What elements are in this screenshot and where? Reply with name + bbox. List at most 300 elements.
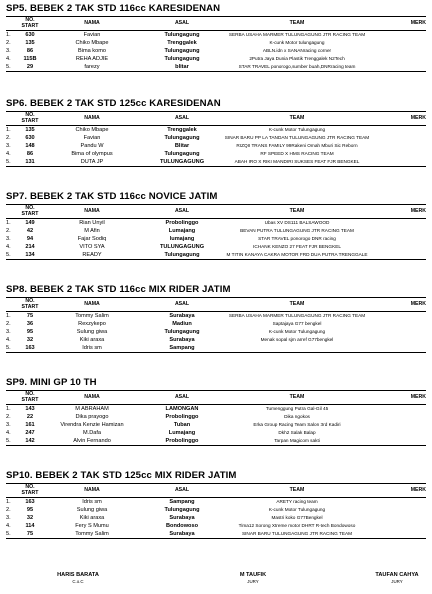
rider-name-cell: Chiko Mbape: [75, 40, 109, 46]
result-row: [6, 158, 426, 167]
start-number-cell: 135: [25, 40, 35, 46]
header-merk: MERK: [372, 391, 426, 405]
origin-cell: Tulungagung: [164, 32, 200, 38]
result-row: [6, 498, 426, 507]
team-cell: [222, 506, 372, 514]
origin-cell: Tuban: [173, 422, 191, 428]
team-cell: [222, 421, 372, 429]
position-cell: 3.: [6, 422, 11, 428]
team-cell: [222, 522, 372, 530]
signature-jury-2: [364, 572, 430, 584]
results-table: [6, 111, 426, 167]
start-number-cell: 29: [18, 63, 42, 72]
header-no-start: NO. START: [18, 205, 42, 219]
team-cell: [222, 437, 372, 446]
merk-cell: [372, 39, 426, 47]
team-cell: [222, 227, 372, 235]
team-cell: [222, 336, 372, 344]
origin-cell: Surabaya: [169, 313, 195, 319]
rider-name-cell: Sulung giwa: [76, 507, 108, 513]
position-cell: 1.: [6, 127, 11, 133]
header-merk: MERK: [372, 205, 426, 219]
team-text: K-cunk Motor Tulungagung: [268, 127, 326, 132]
origin-cell: Bondowoso: [165, 523, 198, 529]
result-row: [6, 522, 426, 530]
header-team: TEAM: [222, 17, 372, 31]
header-row: [6, 112, 426, 126]
origin-cell: Surabaya: [142, 530, 222, 539]
header-team: TEAM: [222, 298, 372, 312]
merk-cell: [372, 251, 426, 260]
team-text: ABAH IRO X RIKI MANDIRI SUKSES FEAT FJR BENGKEL: [234, 159, 360, 164]
merk-cell: [372, 522, 426, 530]
rider-name-cell: Pandu W: [80, 143, 104, 149]
start-number-cell: 32: [26, 515, 34, 521]
start-number-cell: 32: [26, 337, 34, 343]
rider-name-cell: Idris sm: [42, 344, 142, 353]
rider-name-cell: M ABRAHAM: [75, 406, 109, 412]
start-number-cell: 42: [26, 228, 34, 234]
signature-name: TAUFAN CAHYA: [375, 572, 419, 578]
rider-name-cell: Rexzykepo: [78, 321, 106, 327]
position-cell: 1.: [6, 32, 11, 38]
position-cell: 5.: [6, 63, 18, 72]
team-cell: [222, 320, 372, 328]
team-cell: [222, 328, 372, 336]
result-row: [6, 63, 426, 72]
rider-name-cell: DUTA JP: [42, 158, 142, 167]
result-row: [6, 31, 426, 40]
rider-name-cell: Kiki araxa: [79, 337, 105, 343]
team-text: SERBA USAHA MARMER TULUNGAGUNG JTR RACING TEAM: [228, 313, 366, 318]
team-text: Tarpan Magicom sakti: [274, 438, 320, 443]
merk-cell: [372, 514, 426, 522]
team-cell: [222, 47, 372, 55]
position-cell: 3.: [6, 48, 11, 54]
results-table: [6, 483, 426, 539]
start-number-cell: 94: [26, 236, 34, 242]
result-row: [6, 344, 426, 353]
merk-cell: [372, 429, 426, 437]
origin-cell: Probolinggo: [165, 220, 199, 226]
header-nama: NAMA: [42, 484, 142, 498]
merk-cell: [372, 158, 426, 167]
team-cell: [222, 405, 372, 414]
header-merk: MERK: [372, 112, 426, 126]
team-text: SINAR BARU PP LA TANDAN TULUNGAGUNG JTR RACING TEAM: [224, 135, 370, 140]
signature-role: JURY: [247, 579, 259, 584]
origin-cell: Surabaya: [169, 515, 195, 521]
position-cell: 4.: [6, 151, 11, 157]
result-row: [6, 39, 426, 47]
merk-cell: [372, 320, 426, 328]
team-cell: [222, 158, 372, 167]
section-title: SP10. BEBEK 2 TAK STD 125cc MIX RIDER JATIM: [6, 470, 237, 481]
merk-cell: [372, 243, 426, 251]
origin-cell: Tulungagung: [164, 329, 200, 335]
start-number-cell: 149: [25, 220, 35, 226]
position-cell: 4.: [6, 337, 11, 343]
start-number-cell: 142: [18, 437, 42, 446]
team-text: Erka Group Racing Team Salon 3rd Kadiri: [253, 422, 341, 427]
team-cell: [222, 31, 372, 40]
merk-cell: [372, 506, 426, 514]
results-table: [6, 390, 426, 446]
team-text: Menak sopal sjm arref G77bengkel: [260, 337, 334, 342]
merk-cell: [372, 150, 426, 158]
position-cell: 3.: [6, 236, 11, 242]
position-cell: 2.: [6, 321, 11, 327]
result-row: [6, 336, 426, 344]
team-text: RF SPEED X HMS RACING TEAM: [260, 151, 334, 156]
rider-name-cell: Fajar Sodiq: [77, 236, 107, 242]
header-row: [6, 205, 426, 219]
team-cell: [222, 312, 372, 321]
origin-cell: Probolinggo: [142, 437, 222, 446]
start-number-cell: 148: [25, 143, 35, 149]
origin-cell: Trenggalek: [167, 127, 197, 133]
header-row: [6, 17, 426, 31]
rider-name-cell: Bima komo: [78, 48, 106, 54]
header-no-start: NO. START: [18, 298, 42, 312]
origin-cell: lumajang: [169, 236, 195, 242]
position-cell: 2.: [6, 507, 11, 513]
section-title: SP7. BEBEK 2 TAK STD 116cc NOVICE JATIM: [6, 191, 218, 202]
merk-cell: [372, 31, 426, 40]
result-row: [6, 251, 426, 260]
start-number-cell: 75: [26, 313, 34, 319]
position-cell: 4.: [6, 523, 11, 529]
merk-cell: [372, 328, 426, 336]
header-no-start: NO. START: [18, 112, 42, 126]
rider-name-cell: M Afin: [84, 228, 100, 234]
start-number-cell: 630: [25, 32, 35, 38]
start-number-cell: 36: [26, 321, 34, 327]
header-pos: [6, 17, 18, 31]
team-cell: [222, 514, 372, 522]
position-cell: 1.: [6, 406, 11, 412]
rider-name-cell: Favian: [83, 135, 101, 141]
position-cell: 5.: [6, 530, 18, 539]
merk-cell: [372, 142, 426, 150]
result-row: [6, 126, 426, 135]
origin-cell: Madiun: [172, 321, 192, 327]
position-cell: 1.: [6, 499, 11, 505]
header-nama: NAMA: [42, 391, 142, 405]
rider-name-cell: Tommy Salim: [75, 313, 109, 319]
header-no-start: NO. START: [18, 391, 42, 405]
header-merk: MERK: [372, 484, 426, 498]
signature-coc: [38, 572, 118, 584]
start-number-cell: 86: [26, 48, 34, 54]
start-number-cell: 163: [25, 499, 35, 505]
team-text: M TITIN KANAYA CAKRA MOTOR FRD DUA PUTRA TRENGGALE: [226, 252, 368, 257]
origin-cell: Tulungagung: [164, 135, 200, 141]
merk-cell: [372, 134, 426, 142]
team-text: Dkh2 Salak Balap: [278, 430, 316, 435]
result-row: [6, 312, 426, 321]
result-row: [6, 328, 426, 336]
header-team: TEAM: [222, 484, 372, 498]
rider-name-cell: Idris sm: [82, 499, 102, 505]
team-cell: [222, 243, 372, 251]
result-row: [6, 227, 426, 235]
team-cell: [222, 251, 372, 260]
header-team: TEAM: [222, 205, 372, 219]
team-text: Mastri koko G77Bengkel: [271, 515, 323, 520]
start-number-cell: 86: [26, 151, 34, 157]
merk-cell: [372, 344, 426, 353]
header-merk: MERK: [372, 17, 426, 31]
merk-cell: [372, 413, 426, 421]
rider-name-cell: REHA ADJIE: [75, 56, 109, 62]
team-cell: [222, 429, 372, 437]
position-cell: 4.: [6, 244, 11, 250]
merk-cell: [372, 405, 426, 414]
origin-cell: Tulungagung: [164, 151, 200, 157]
team-cell: [222, 344, 372, 353]
start-number-cell: 134: [18, 251, 42, 260]
section-title: SP6. BEBEK 2 TAK STD 125cc KARESIDENAN: [6, 98, 221, 109]
position-cell: 2.: [6, 228, 11, 234]
header-no-start: NO. START: [18, 17, 42, 31]
start-number-cell: 630: [25, 135, 35, 141]
start-number-cell: 143: [25, 406, 35, 412]
team-text: RIZQII TRANS FAMILY 99Rakeni Omah Mburi Sic Reborn: [236, 143, 358, 148]
team-cell: [222, 63, 372, 72]
signature-jury-1: [218, 572, 288, 584]
header-pos: [6, 484, 18, 498]
merk-cell: [372, 126, 426, 135]
merk-cell: [372, 437, 426, 446]
result-row: [6, 421, 426, 429]
team-text: SINAR BARU TULUNGAGUNG JTR RACING TEAM: [242, 531, 352, 536]
result-row: [6, 320, 426, 328]
team-text: STAR TRAVEL ponorogo,sumber buah,DNRracing team: [238, 64, 356, 69]
position-cell: 5.: [6, 437, 18, 446]
start-number-cell: 114: [25, 523, 35, 529]
position-cell: 4.: [6, 56, 11, 62]
rider-name-cell: Chiko Mbape: [75, 127, 109, 133]
rider-name-cell: M.Dafa: [82, 430, 102, 436]
origin-cell: Trenggalek: [167, 40, 197, 46]
origin-cell: Lumajang: [168, 228, 196, 234]
team-text: Saptajaya G77 bengkel: [272, 321, 322, 326]
header-row: [6, 298, 426, 312]
rider-name-cell: Favian: [83, 32, 101, 38]
team-cell: [222, 134, 372, 142]
origin-cell: Surabaya: [169, 337, 195, 343]
header-asal: ASAL: [142, 484, 222, 498]
position-cell: 2.: [6, 40, 11, 46]
header-pos: [6, 298, 18, 312]
header-nama: NAMA: [42, 298, 142, 312]
result-row: [6, 243, 426, 251]
header-row: [6, 484, 426, 498]
origin-cell: Tulungagung: [142, 251, 222, 260]
team-text: STAR TRAVEL ponorogo DNR racing: [258, 236, 336, 241]
merk-cell: [372, 47, 426, 55]
header-no-start: NO. START: [18, 484, 42, 498]
origin-cell: Tulungagung: [164, 48, 200, 54]
rider-name-cell: Sulung giwa: [76, 329, 108, 335]
signature-name: HARIS BARATA: [57, 572, 99, 578]
header-asal: ASAL: [142, 391, 222, 405]
rider-name-cell: Tommy Salim: [42, 530, 142, 539]
result-row: [6, 530, 426, 539]
team-text: ICHANK KENZO 27 FEAT FJR BENGKEL: [253, 244, 341, 249]
merk-cell: [372, 498, 426, 507]
team-cell: [222, 142, 372, 150]
header-asal: ASAL: [142, 17, 222, 31]
origin-cell: TULUNGAGUNG: [142, 158, 222, 167]
team-cell: [222, 150, 372, 158]
start-number-cell: 95: [26, 507, 34, 513]
signature-role: JURY: [391, 579, 403, 584]
header-nama: NAMA: [42, 205, 142, 219]
merk-cell: [372, 63, 426, 72]
start-number-cell: 95: [26, 329, 34, 335]
result-row: [6, 437, 426, 446]
rider-name-cell: READY: [42, 251, 142, 260]
origin-cell: Sampang: [169, 499, 195, 505]
merk-cell: [372, 530, 426, 539]
section-title: SP9. MINI GP 10 TH: [6, 377, 97, 388]
header-asal: ASAL: [142, 205, 222, 219]
start-number-cell: 214: [25, 244, 35, 250]
team-text: BEVAN PUTRA TULUNGAGUNG JTR RACING TEAM: [240, 228, 354, 233]
rider-name-cell: Alvin Fernando: [42, 437, 142, 446]
start-number-cell: 247: [25, 430, 35, 436]
header-merk: MERK: [372, 298, 426, 312]
header-team: TEAM: [222, 112, 372, 126]
team-cell: [222, 530, 372, 539]
position-cell: 5.: [6, 251, 18, 260]
position-cell: 4.: [6, 430, 11, 436]
signature-name: M TAUFIK: [239, 572, 267, 578]
rider-name-cell: Virendra Kenzie Hamizan: [60, 422, 124, 428]
rider-name-cell: farezy: [42, 63, 142, 72]
start-number-cell: 163: [18, 344, 42, 353]
origin-cell: TULUNGAGUNG: [159, 244, 205, 250]
results-table: [6, 16, 426, 72]
results-table: [6, 204, 426, 260]
team-text: ABLN.idn x SANANracing corner: [262, 48, 332, 53]
team-text: K-cunk Motor Tulungagung: [268, 507, 326, 512]
start-number-cell: 161: [25, 422, 35, 428]
header-row: [6, 391, 426, 405]
rider-name-cell: Fery S Mumu: [75, 523, 109, 529]
result-row: [6, 150, 426, 158]
team-cell: [222, 126, 372, 135]
result-row: [6, 47, 426, 55]
origin-cell: blitar: [142, 63, 222, 72]
rider-name-cell: Rian Unyil: [79, 220, 105, 226]
team-text: 2Putra Jaya Dunia Plastik Trenggalek N2Tech: [249, 56, 345, 61]
position-cell: 1.: [6, 313, 11, 319]
position-cell: 3.: [6, 329, 11, 335]
team-cell: [222, 235, 372, 243]
section-title: SP5. BEBEK 2 TAK STD 116cc KARESIDENAN: [6, 3, 221, 14]
position-cell: 5.: [6, 158, 18, 167]
merk-cell: [372, 235, 426, 243]
merk-cell: [372, 227, 426, 235]
rider-name-cell: Dika prayogo: [75, 414, 109, 420]
origin-cell: Probolinggo: [165, 414, 199, 420]
position-cell: 3.: [6, 515, 11, 521]
result-row: [6, 134, 426, 142]
result-row: [6, 405, 426, 414]
header-pos: [6, 391, 18, 405]
team-text: Dika ngokos: [284, 414, 310, 419]
signature-role: C.o.C: [72, 579, 84, 584]
team-text: Tumenggung Putra Gal-Gil 45: [265, 406, 329, 411]
header-nama: NAMA: [42, 112, 142, 126]
header-asal: ASAL: [142, 112, 222, 126]
team-cell: [222, 413, 372, 421]
start-number-cell: 75: [18, 530, 42, 539]
start-number-cell: 115B: [23, 56, 37, 62]
header-pos: [6, 205, 18, 219]
position-cell: 3.: [6, 143, 11, 149]
header-pos: [6, 112, 18, 126]
start-number-cell: 135: [25, 127, 35, 133]
header-asal: ASAL: [142, 298, 222, 312]
origin-cell: Blitar: [174, 143, 190, 149]
origin-cell: Tulungagung: [164, 507, 200, 513]
origin-cell: LAMONGAN: [165, 406, 199, 412]
merk-cell: [372, 312, 426, 321]
merk-cell: [372, 421, 426, 429]
merk-cell: [372, 219, 426, 228]
result-row: [6, 219, 426, 228]
team-text: Tima12 Sorong Xtreme motor DHRT R-tech Bondowoso: [238, 523, 356, 528]
team-cell: [222, 219, 372, 228]
result-row: [6, 514, 426, 522]
result-row: [6, 142, 426, 150]
position-cell: 2.: [6, 135, 11, 141]
position-cell: 2.: [6, 414, 11, 420]
merk-cell: [372, 336, 426, 344]
team-text: Ubas XV DS111 BALSAWOOD: [264, 220, 330, 225]
position-cell: 5.: [6, 344, 18, 353]
result-row: [6, 413, 426, 421]
result-row: [6, 506, 426, 514]
results-table: [6, 297, 426, 353]
origin-cell: Tulungagung: [164, 56, 200, 62]
result-row: [6, 235, 426, 243]
section-title: SP8. BEBEK 2 TAK STD 116cc MIX RIDER JATIM: [6, 284, 231, 295]
rider-name-cell: VITO SYA: [79, 244, 105, 250]
team-cell: [222, 39, 372, 47]
header-team: TEAM: [222, 391, 372, 405]
header-nama: NAMA: [42, 17, 142, 31]
rider-name-cell: Bima of olympus: [71, 151, 113, 157]
team-cell: [222, 55, 372, 63]
team-text: ARETY racing team: [276, 499, 318, 504]
origin-cell: Sampang: [142, 344, 222, 353]
merk-cell: [372, 55, 426, 63]
origin-cell: Lumajang: [168, 430, 196, 436]
position-cell: 1.: [6, 220, 11, 226]
start-number-cell: 22: [26, 414, 34, 420]
team-text: K-cunk Motor tulungagung: [269, 40, 325, 45]
start-number-cell: 131: [18, 158, 42, 167]
result-row: [6, 55, 426, 63]
team-text: SERBA USAHA MARMER TULUNGAGUNG JTR RACING TEAM: [228, 32, 366, 37]
result-row: [6, 429, 426, 437]
team-cell: [222, 498, 372, 507]
